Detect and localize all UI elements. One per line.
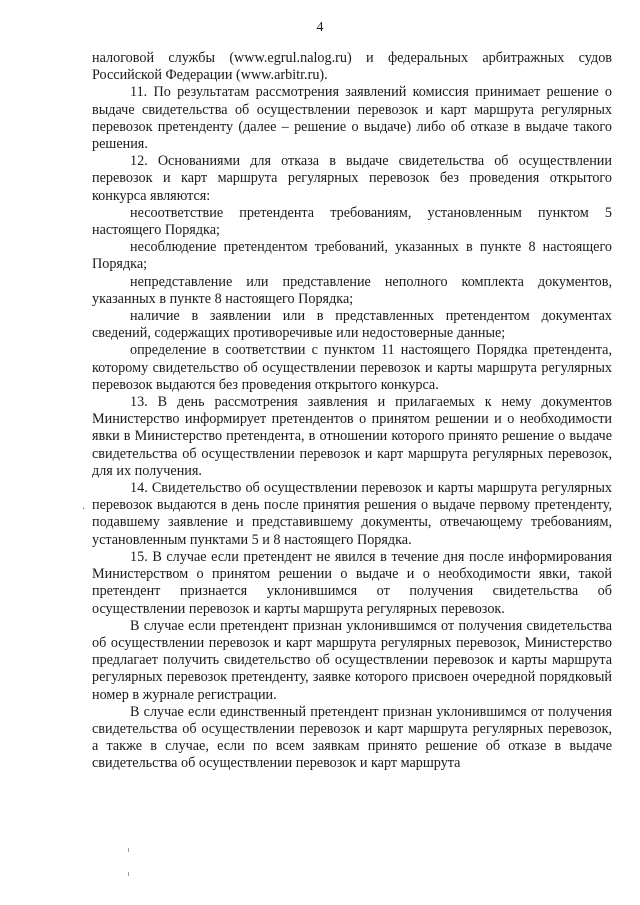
document-body — [92, 50, 612, 773]
paragraph-14: 14. Свидетельство об осуществлении перевозок и карты маршрута регулярных перевозок выдаются в день после принятия решения о выдаче первому претенденту, подавшему заявление и представившему документы, отвечающему требованиям, установленным пунктами 5 и 8 настоящего Порядка. — [92, 480, 612, 548]
list-item-non-observance: несоблюдение претендентом требований, указанных в пункте 8 настоящего Порядка; — [92, 239, 612, 273]
scan-artifact — [128, 872, 129, 876]
paragraph-12: 12. Основаниями для отказа в выдаче свидетельства об осуществлении перевозок и карт маршрута регулярных перевозок без проведения открытого конкурса являются: — [92, 153, 612, 204]
paragraph-11: 11. По результатам рассмотрения заявлений комиссия принимает решение о выдаче свидетельства об осуществлении перевозок и карт маршрута регулярных перевозок претенденту (далее – решение о выдаче) либо об отказе в выдаче такого решения. — [92, 84, 612, 153]
paragraph-continuation: налоговой службы (www.egrul.nalog.ru) и федеральных арбитражных судов Российской Федерации (www.arbitr.ru). — [92, 50, 612, 84]
page-number: 4 — [316, 20, 324, 35]
scan-artifact — [128, 848, 129, 852]
list-item-determination: определение в соответствии с пунктом 11 настоящего Порядка претендента, которому свидетельство об осуществлении перевозок и карты маршрута регулярных перевозок выдаются без проведения открытого конкурса. — [92, 342, 612, 393]
paragraph-13: 13. В день рассмотрения заявления и прилагаемых к нему документов Министерство информирует претендентов о принятом решении и о необходимости явки в Министерство претендента, в отношении которого принято решение о выдаче свидетельства об осуществлении перевозок и карт маршрута регулярных перевозок, для их получения. — [92, 394, 612, 479]
paragraph-15-third: В случае если единственный претендент признан уклонившимся от получения свидетельства об осуществлении перевозок и карт маршрута регулярных перевозок, а также в случае, если по всем заявкам принято решение об отказе в выдаче свидетельства об осуществлении перевозок и карт маршрута — [92, 703, 612, 772]
list-item-non-compliance: несоответствие претендента требованиям, установленным пунктом 5 настоящего Порядка; — [92, 204, 612, 239]
list-item-contradictory-data: наличие в заявлении или в представленных претендентом документах сведений, содержащих противоречивые или недостоверные данные; — [92, 308, 612, 342]
margin-mark: . — [82, 498, 85, 512]
list-item-incomplete-documents: непредставление или представление неполного комплекта документов, указанных в пункте 8 настоящего Порядка; — [92, 273, 612, 307]
paragraph-15: 15. В случае если претендент не явился в течение дня после информирования Министерством о принятом решении о выдаче и о необходимости явки, такой претендент признается уклонившимся от получения свидетельства об осуществлении перевозок и карты маршрута регулярных перевозок. — [92, 548, 612, 617]
paragraph-15-second: В случае если претендент признан уклонившимся от получения свидетельства об осуществлении перевозок и карт маршрута регулярных перевозок, Министерство предлагает получить свидетельство об осуществлении перевозок и карты маршрута регулярных перевозок претенденту, заявке которого присвоен очередной порядковый номер в журнале регистрации. — [92, 617, 612, 703]
